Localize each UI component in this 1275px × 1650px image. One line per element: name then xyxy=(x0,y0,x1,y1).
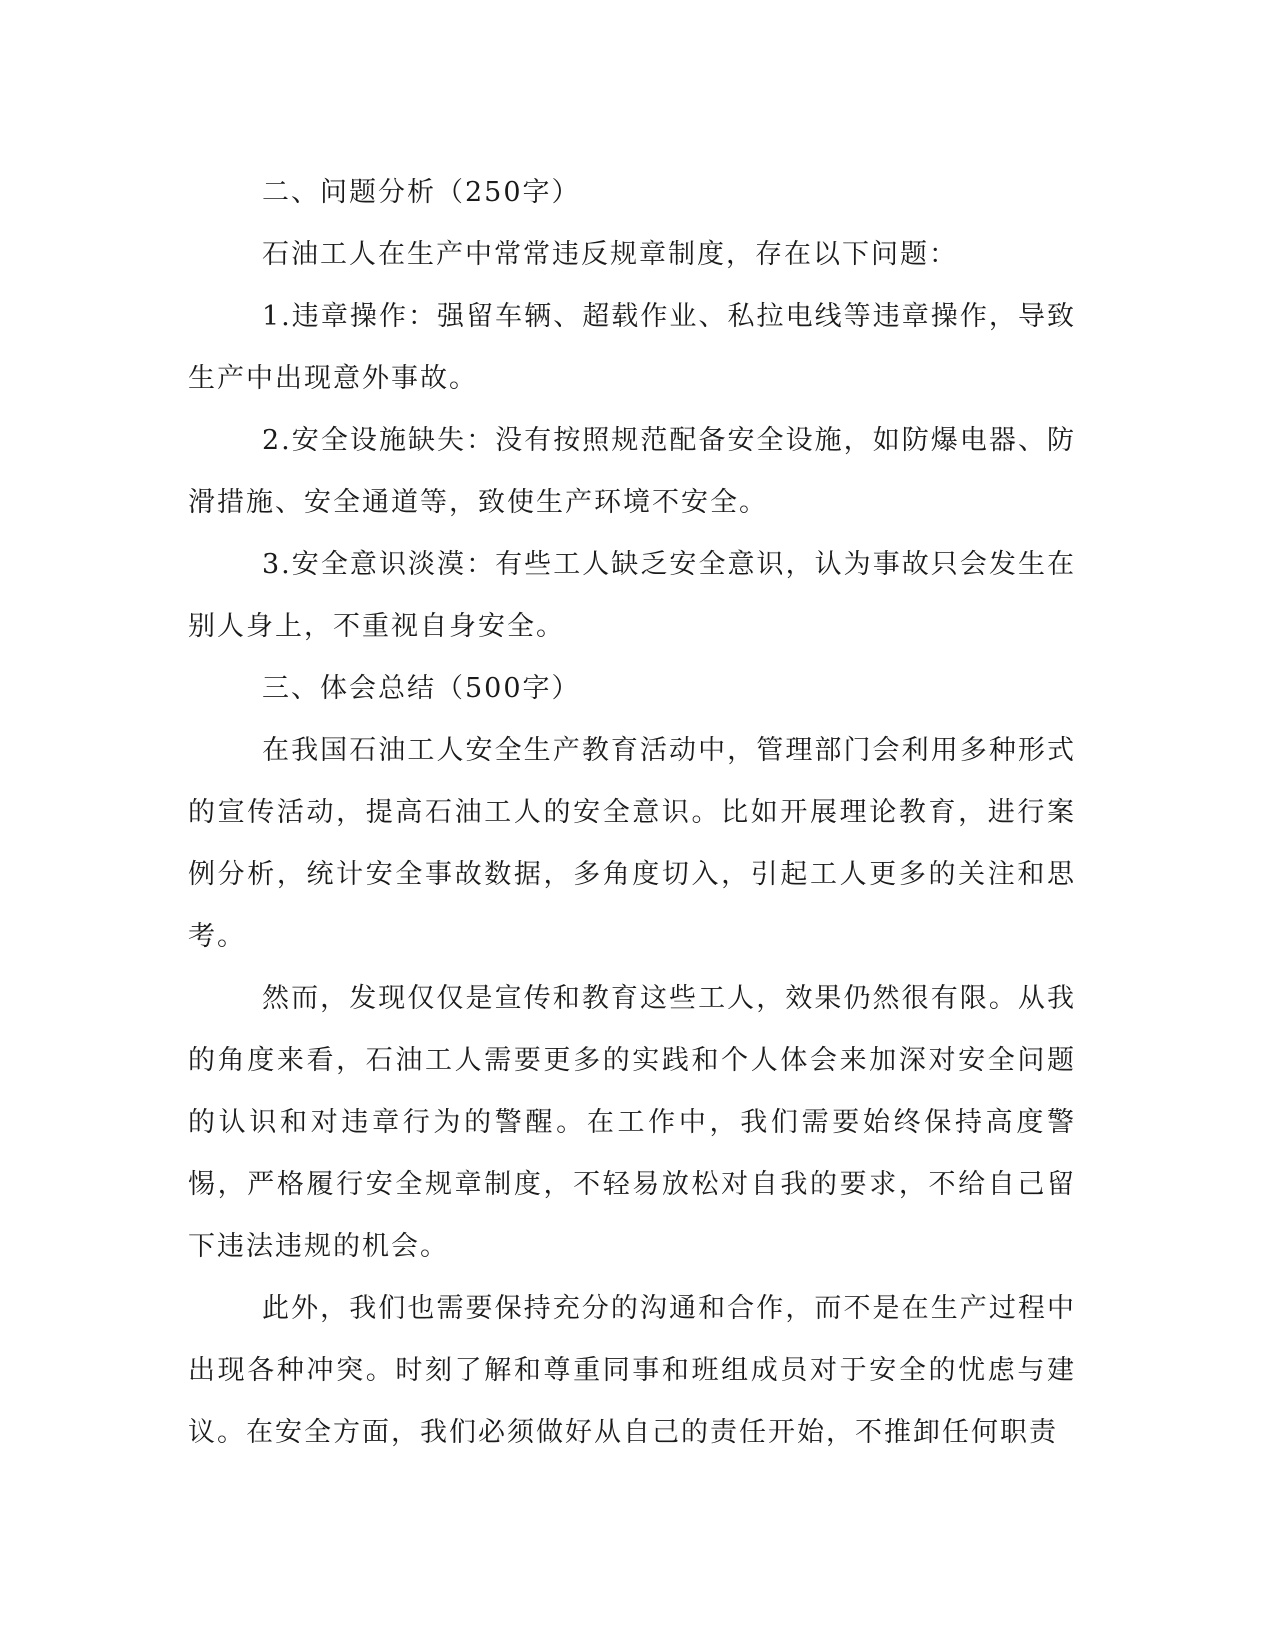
summary-paragraph-cooperation: 此外，我们也需要保持充分的沟通和合作，而不是在生产过程中出现各种冲突。时刻了解和尊重同事和班组成员对于安全的忧虑与建议。在安全方面，我们必须做好从自己的责任开始，不推卸任何职责 xyxy=(188,1293,1076,1448)
summary-paragraph-education: 在我国石油工人安全生产教育活动中，管理部门会利用多种形式的宣传活动，提高石油工人的安全意识。比如开展理论教育，进行案例分析，统计安全事故数据，多角度切入，引起工人更多的关注和思考。 xyxy=(188,735,1076,952)
issue-item-violation: 1.违章操作：强留车辆、超载作业、私拉电线等违章操作，导致生产中出现意外事故。 xyxy=(188,301,1076,394)
summary-paragraph-practice: 然而，发现仅仅是宣传和教育这些工人，效果仍然很有限。从我的角度来看，石油工人需要更多的实践和个人体会来加深对安全问题的认识和对违章行为的警醒。在工作中，我们需要始终保持高度警惕，严格履行安全规章制度，不轻易放松对自我的要求，不给自己留下违法违规的机会。 xyxy=(188,983,1076,1262)
issue-item-missing-facilities: 2.安全设施缺失：没有按照规范配备安全设施，如防爆电器、防滑措施、安全通道等，致使生产环境不安全。 xyxy=(188,425,1076,518)
section-heading-summary: 三、体会总结（500字） xyxy=(262,673,581,704)
problem-intro-paragraph: 石油工人在生产中常常违反规章制度，存在以下问题： xyxy=(262,239,958,270)
section-heading-problem-analysis: 二、问题分析（250字） xyxy=(262,177,581,208)
issue-item-weak-awareness: 3.安全意识淡漠：有些工人缺乏安全意识，认为事故只会发生在别人身上，不重视自身安全。 xyxy=(188,549,1076,642)
document-body xyxy=(188,162,1076,1464)
